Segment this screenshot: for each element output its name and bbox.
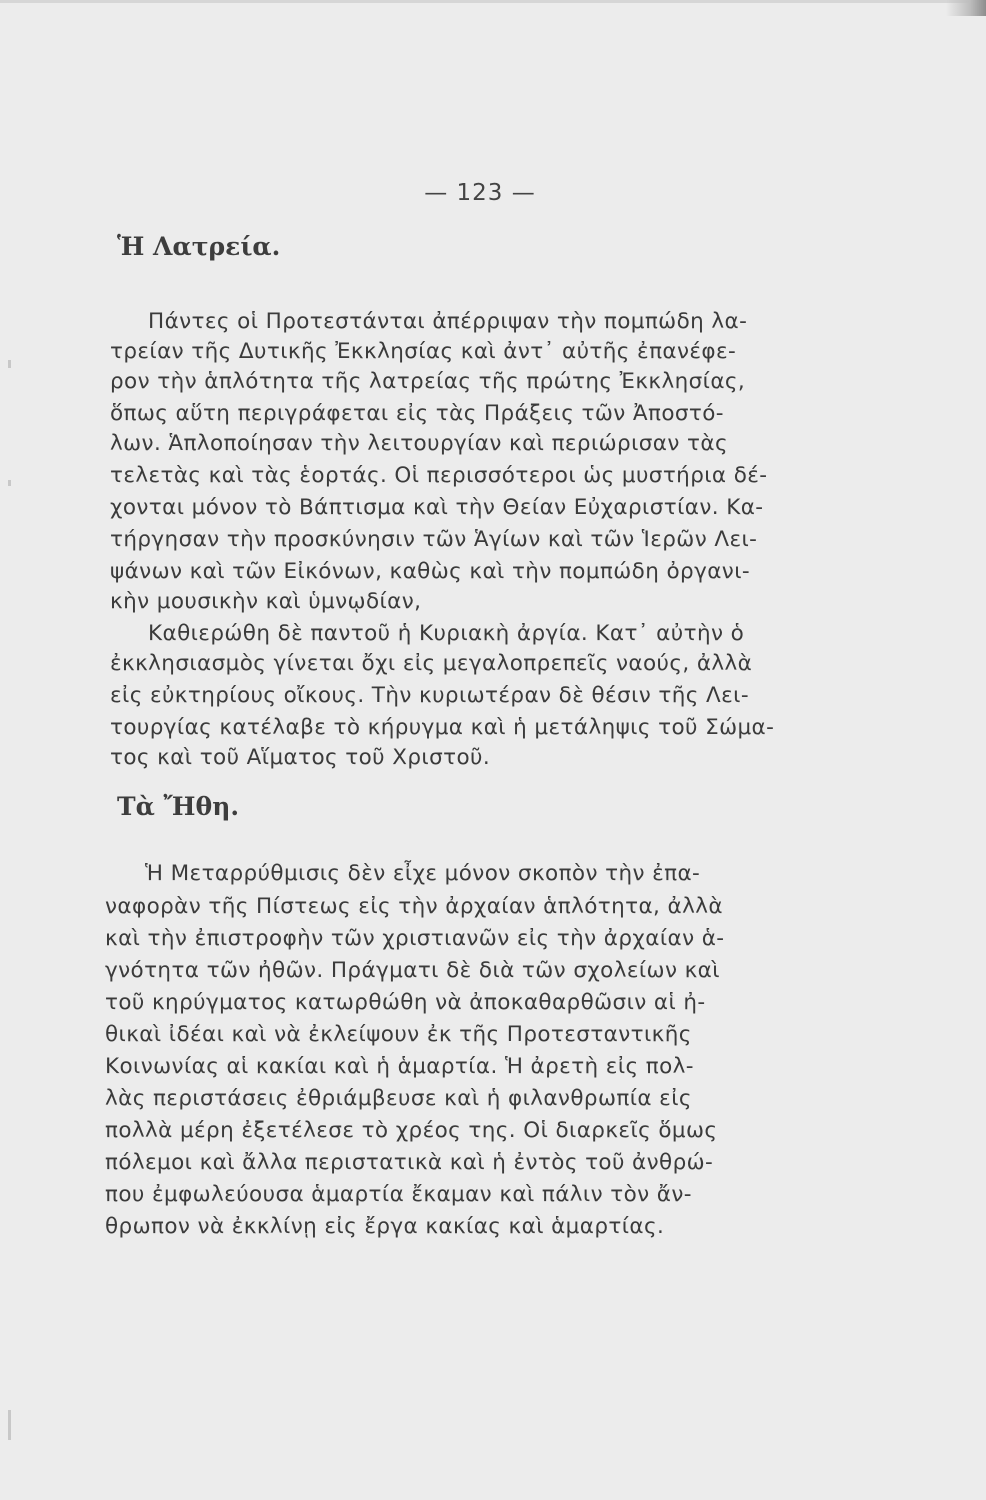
- text-line: πόλεμοι καὶ ἄλλα περιστατικὰ καὶ ἡ ἐντὸς τοῦ ἀνθρώ-: [105, 1150, 714, 1175]
- text-line: Ἡ Μεταρρύθμισις δὲν εἶχε μόνον σκοπὸν τὴν ἐπα-: [145, 861, 701, 886]
- text-line: ψάνων καὶ τῶν Εἰκόνων, καθὼς καὶ τὴν πομπώδη ὀργανι-: [110, 559, 751, 584]
- page-top-edge: [0, 0, 986, 3]
- text-line: λὰς περιστάσεις ἐθριάμβευσε καὶ ἡ φιλανθρωπία εἰς: [105, 1086, 692, 1111]
- page-number: — 123 —: [424, 180, 536, 206]
- text-line: πολλὰ μέρη ἐξετέλεσε τὸ χρέος της. Οἱ διαρκεῖς ὅμως: [105, 1118, 718, 1143]
- text-line: θικαὶ ἰδέαι καὶ νὰ ἐκλείψουν ἐκ τῆς Προτεσταντικῆς: [105, 1022, 692, 1047]
- text-line: Κοινωνίας αἱ κακίαι καὶ ἡ ἁμαρτία. Ἡ ἀρετὴ εἰς πολ-: [105, 1054, 694, 1079]
- text-line: λων. Ἁπλοποίησαν τὴν λειτουργίαν καὶ περιώρισαν τὰς: [110, 431, 728, 456]
- margin-speck: [8, 1410, 11, 1440]
- text-line: τρείαν τῆς Δυτικῆς Ἐκκλησίας καὶ ἀντ᾽ αὐτῆς ἐπανέφε-: [110, 339, 737, 364]
- text-line: τοῦ κηρύγματος κατωρθώθη νὰ ἀποκαθαρθῶσιν αἱ ἠ-: [105, 990, 706, 1015]
- text-line: Καθιερώθη δὲ παντοῦ ἡ Κυριακὴ ἀργία. Κατ᾽ αὐτὴν ὁ: [148, 621, 745, 646]
- text-line: χονται μόνον τὸ Βάπτισμα καὶ τὴν Θείαν Εὐχαριστίαν. Κα-: [110, 495, 764, 520]
- text-line: ρον τὴν ἁπλότητα τῆς λατρείας τῆς πρώτης Ἐκκλησίας,: [110, 369, 746, 394]
- section-heading-worship: Ἡ Λατρεία.: [117, 232, 281, 261]
- margin-speck: [8, 480, 11, 486]
- text-line: ἐκκλησιασμὸς γίνεται ὄχι εἰς μεγαλοπρεπεῖς ναούς, ἀλλὰ: [110, 651, 753, 676]
- margin-speck: [8, 360, 11, 368]
- text-line: εἰς εὐκτηρίους οἴκους. Τὴν κυριωτέραν δὲ θέσιν τῆς Λει-: [110, 683, 749, 708]
- text-line: τος καὶ τοῦ Αἵματος τοῦ Χριστοῦ.: [110, 745, 491, 770]
- text-line: τουργίας κατέλαβε τὸ κήρυγμα καὶ ἡ μετάληψις τοῦ Σώμα-: [110, 715, 775, 740]
- text-line: ὅπως αὕτη περιγράφεται εἰς τὰς Πράξεις τῶν Ἀποστό-: [110, 401, 724, 426]
- text-line: γνότητα τῶν ἠθῶν. Πράγματι δὲ διὰ τῶν σχολείων καὶ: [105, 958, 720, 983]
- section-heading-morals: Τὰ Ἤθη.: [117, 792, 240, 821]
- text-line: που ἐμφωλεύουσα ἁμαρτία ἔκαμαν καὶ πάλιν τὸν ἄν-: [105, 1182, 692, 1207]
- text-line: τήργησαν τὴν προσκύνησιν τῶν Ἁγίων καὶ τῶν Ἱερῶν Λει-: [110, 527, 758, 552]
- text-line: κὴν μουσικὴν καὶ ὑμνῳδίαν,: [110, 589, 422, 614]
- text-line: θρωπον νὰ ἐκκλίνῃ εἰς ἔργα κακίας καὶ ἁμαρτίας.: [105, 1214, 665, 1239]
- text-line: ναφορὰν τῆς Πίστεως εἰς τὴν ἀρχαίαν ἁπλότητα, ἀλλὰ: [105, 894, 723, 919]
- scan-corner-shadow: [946, 0, 986, 16]
- text-line: καὶ τὴν ἐπιστροφὴν τῶν χριστιανῶν εἰς τὴν ἀρχαίαν ἁ-: [105, 926, 725, 951]
- text-line: Πάντες οἱ Προτεστάνται ἀπέρριψαν τὴν πομπώδη λα-: [148, 309, 748, 334]
- text-line: τελετὰς καὶ τὰς ἑορτάς. Οἱ περισσότεροι ὡς μυστήρια δέ-: [110, 463, 768, 488]
